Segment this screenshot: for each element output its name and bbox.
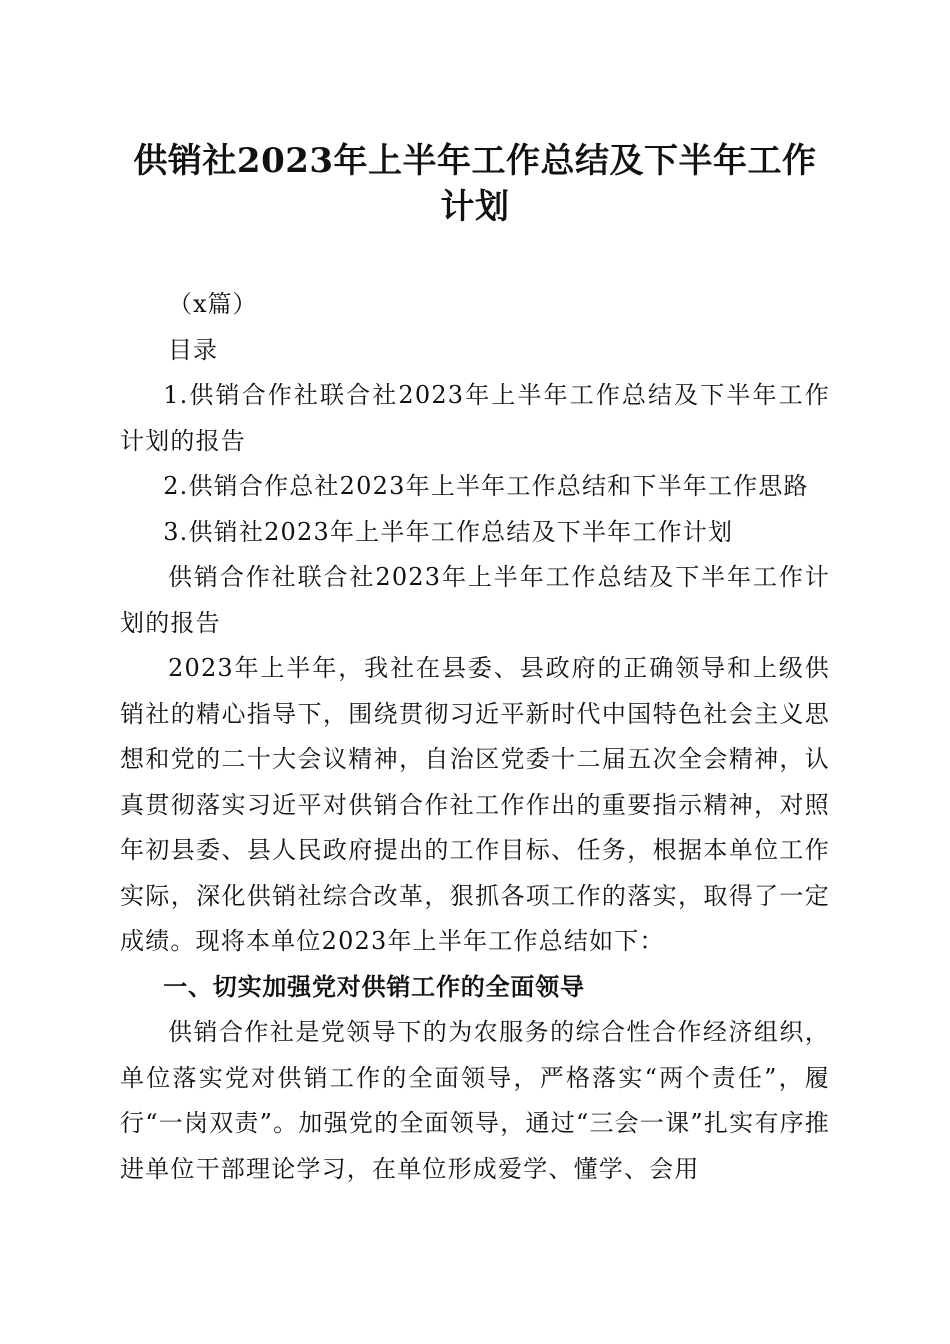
section-heading-1: 一、切实加强党对供销工作的全面领导 (163, 972, 585, 1001)
article-title: 供销合作社联合社2023年上半年工作总结及下半年工作计划的报告 (120, 563, 830, 637)
intro-paragraph: 2023年上半年，我社在县委、县政府的正确领导和上级供销社的精心指导下，围绕贯彻习近平新时代中国特色社会主义思想和党的二十大会议精神，自治区党委十二届五次全会精神，认真贯彻落实习近平对供销合作社工作作出的重要指示精神，对照年初县委、县人民政府提出的工作目标、任务，根据本单位工作实际，深化供销社综合改革，狠抓各项工作的落实，取得了一定成绩。现将本单位2023年上半年工作总结如下： (120, 654, 830, 955)
toc-item-2: 2.供销合作总社2023年上半年工作总结和下半年工作思路 (163, 472, 809, 500)
toc-item-1: 1.供销合作社联合社2023年上半年工作总结及下半年工作计划的报告 (120, 381, 830, 455)
toc-item-3: 3.供销社2023年上半年工作总结及下半年工作计划 (163, 517, 734, 546)
section-1-paragraph: 供销合作社是党领导下的为农服务的综合性合作经济组织，单位落实党对供销工作的全面领导，严格落实“两个责任”，履行“一岗双责”。加强党的全面领导，通过“三会一课”扎实有序推进单位干部理论学习，在单位形成爱学、懂学、会用 (120, 1018, 830, 1183)
document-title: 供销社2023年上半年工作总结及下半年工作计划 (133, 141, 817, 227)
document-body (120, 282, 830, 1192)
toc-heading: 目录 (168, 335, 218, 364)
edition-note: （x篇） (168, 290, 258, 318)
